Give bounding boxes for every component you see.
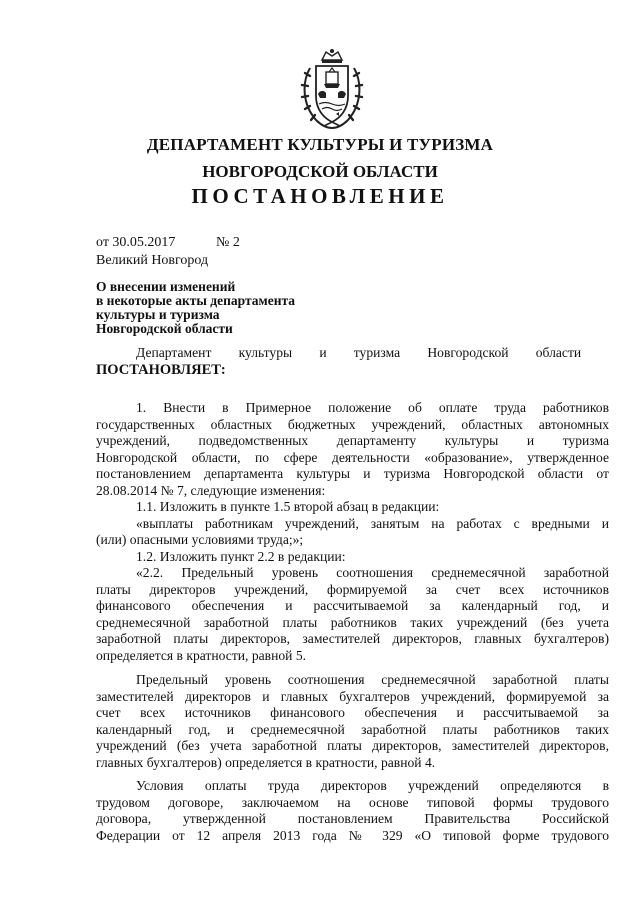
paragraph-1 xyxy=(96,400,609,664)
document-city: Великий Новгород xyxy=(96,253,209,268)
document-type-title: ПОСТАНОВЛЕНИЕ xyxy=(191,184,449,208)
text-line: Предельный уровень соотношения среднемесячной заработной платы xyxy=(136,672,609,687)
text-line: государственных областных бюджетных учреждений, областных автономных xyxy=(96,416,609,432)
text-line: заместителей директоров и главных бухгалтеров учреждений, формируемой за xyxy=(96,688,609,704)
org-name-line1: ДЕПАРТАМЕНТ КУЛЬТУРЫ И ТУРИЗМА xyxy=(146,135,494,154)
text-line: Новгородской области, по сфере деятельности «образование», утвержденное xyxy=(96,449,609,465)
paragraph-2 xyxy=(96,672,609,771)
text-line: «выплаты работникам учреждений, занятым на работах с вредными и xyxy=(136,515,609,531)
text-line: 28.08.2014 № 7, следующие изменения: xyxy=(96,482,326,498)
text-line: Федерации от 12 апреля 2013 года № 329 «О типовой форме трудового xyxy=(96,827,609,843)
text-line: трудовом договоре, заключаемом на основе типовой формы трудового xyxy=(96,794,609,810)
text-line: учреждений (без учета заработной платы директоров, заместителей директоров, xyxy=(96,738,609,753)
text-line: учреждений, подведомственных департаменту культуры и туризма xyxy=(96,433,609,448)
text-line: определяется в кратности, равной 5. xyxy=(96,647,307,663)
subject-line: Новгородской области xyxy=(96,321,233,336)
text-line: «2.2. Предельный уровень соотношения среднемесячной заработной xyxy=(136,565,609,580)
text-line: среднемесячной заработной платы работников таких учреждений (без учета xyxy=(96,614,609,630)
text-line: 1.2. Изложить пункт 2.2 в редакции: xyxy=(136,548,346,564)
text-line: (или) опасными условиями труда;»; xyxy=(96,532,304,547)
org-name-line2: НОВГОРОДСКОЙ ОБЛАСТИ xyxy=(202,162,438,181)
subject-line: О внесении изменений xyxy=(96,279,236,294)
text-line: финансового обеспечения и рассчитываемой за календарный год, и xyxy=(96,598,609,613)
text-line: платы директоров учреждений, формируемой за счет всех источников xyxy=(96,581,609,597)
coat-of-arms-emblem xyxy=(296,46,368,130)
subject-line: культуры и туризма xyxy=(96,307,220,322)
text-line: счет всех источников финансового обеспечения и рассчитываемой за xyxy=(96,705,609,720)
text-line: Условия оплаты труда директоров учреждений определяются в xyxy=(136,778,609,793)
preamble-resolves: ПОСТАНОВЛЯЕТ: xyxy=(96,361,226,378)
subject-line: в некоторые акты департамента xyxy=(96,293,296,308)
text-line: 1.1. Изложить в пункте 1.5 второй абзац в редакции: xyxy=(136,499,440,514)
text-line: постановлением департамента культуры и туризма Новгородской области от xyxy=(96,466,609,481)
text-line: договора, утвержденной постановлением Правительства Российской xyxy=(96,811,609,826)
document-subject xyxy=(96,280,356,336)
document-number: № 2 xyxy=(216,235,240,250)
text-line: главных бухгалтеров) определяется в кратности, равной 4. xyxy=(96,754,436,770)
text-line: календарный год, и среднемесячной заработной платы работников таких xyxy=(96,721,609,737)
paragraph-3 xyxy=(96,778,609,844)
preamble xyxy=(96,345,609,378)
text-line: 1. Внести в Примерное положение об оплате труда работников xyxy=(136,400,609,415)
text-line: заработной платы директоров, заместителей директоров, главных бухгалтеров) xyxy=(96,631,609,646)
document-date: от 30.05.2017 xyxy=(96,235,176,250)
preamble-line: Департамент культуры и туризма Новгородской области xyxy=(136,345,582,360)
